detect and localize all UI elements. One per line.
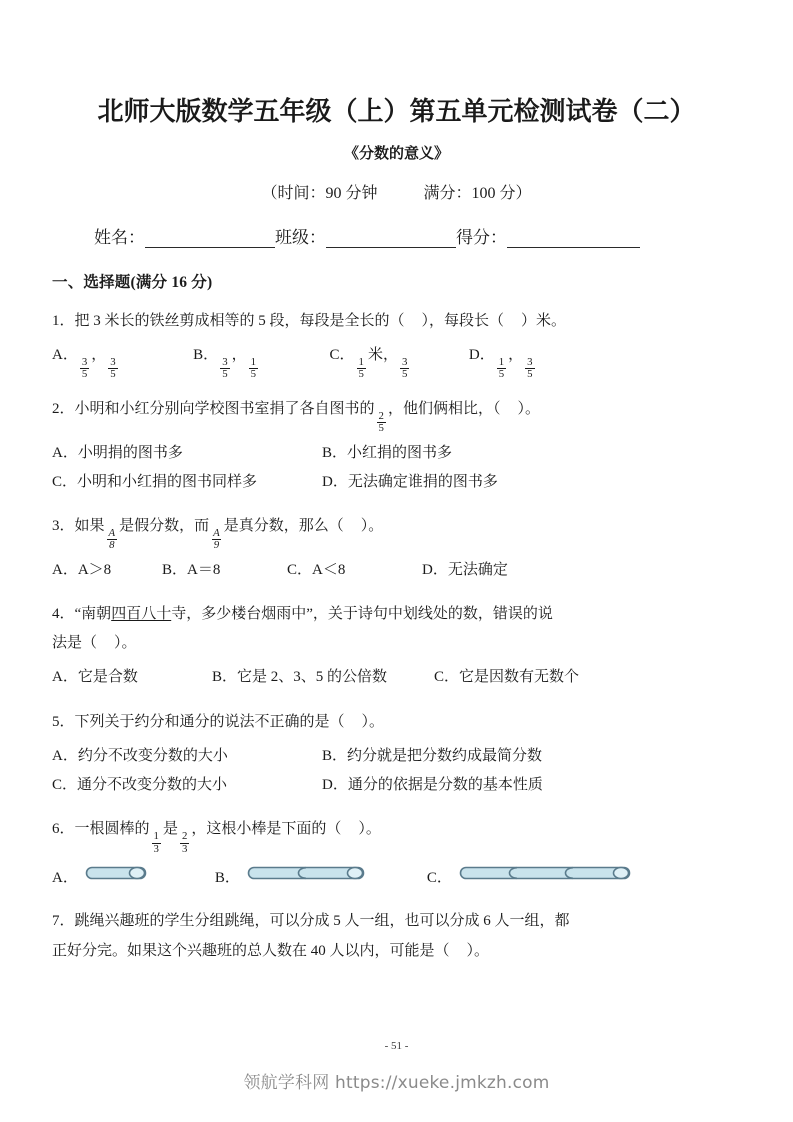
question-6-options bbox=[52, 854, 741, 893]
question-3-option-c[interactable]: C．A＜8 bbox=[287, 561, 346, 578]
fraction: $\frac{3}{5}$ bbox=[222, 356, 228, 381]
question-1 bbox=[52, 292, 741, 380]
fraction: $\frac{3}{5}$ bbox=[527, 356, 533, 381]
page-number: - 51 - bbox=[384, 1040, 409, 1052]
question-5-options bbox=[52, 737, 741, 801]
question-4-stem-line2: 法是（ ）。 bbox=[52, 635, 137, 652]
question-1-option-b[interactable]: B． $\frac{3}{5}$ ， $\frac{1}{5}$ bbox=[193, 347, 257, 381]
question-4-number: 4． bbox=[52, 605, 75, 622]
score-input-blank[interactable] bbox=[507, 232, 640, 248]
class-input-blank[interactable] bbox=[326, 232, 456, 248]
question-1-options bbox=[52, 336, 741, 380]
question-1-stem-part-b: ），每段长（ bbox=[421, 313, 505, 330]
question-4-options bbox=[52, 658, 741, 692]
question-4-option-b[interactable]: B．它是 2、3、5 的公倍数 bbox=[212, 669, 388, 686]
question-5 bbox=[52, 693, 741, 801]
question-1-option-d[interactable]: D． $\frac{1}{5}$ ， $\frac{3}{5}$ bbox=[468, 347, 533, 381]
question-2-option-a[interactable]: A．小明捐的图书多 bbox=[52, 444, 183, 461]
question-3-number: 3． bbox=[52, 518, 75, 535]
question-4-option-c[interactable]: C．它是因数有无数个 bbox=[434, 669, 580, 686]
question-7-number: 7． bbox=[52, 913, 75, 930]
question-3-options bbox=[52, 551, 741, 585]
rod-diagram-2-segments bbox=[247, 864, 365, 893]
question-4 bbox=[52, 585, 741, 693]
question-1-number: 1． bbox=[52, 313, 75, 330]
fraction: $\frac{1}{5}$ bbox=[358, 356, 364, 381]
fraction: $\frac{1}{3}$ bbox=[153, 830, 159, 855]
question-1-stem bbox=[52, 307, 741, 336]
exam-meta bbox=[52, 164, 741, 205]
question-4-option-a[interactable]: A．它是合数 bbox=[52, 669, 138, 686]
question-5-number: 5． bbox=[52, 713, 75, 730]
class-label: 班级： bbox=[275, 227, 326, 247]
question-6-option-b[interactable]: B． bbox=[215, 864, 365, 893]
name-label: 姓名： bbox=[94, 227, 145, 247]
fraction: $\frac{3}{5}$ bbox=[110, 356, 116, 381]
fraction: $\frac{A}{8}$ bbox=[108, 526, 116, 552]
question-3-option-b[interactable]: B．A＝8 bbox=[162, 561, 221, 578]
page-subtitle: 《分数的意义》 bbox=[343, 145, 449, 162]
question-6-stem: 6．一根圆棒的 $\frac{1}{3}$ 是 $\frac{2}{3}$ ，这根小棒是下面的（ ）。 bbox=[52, 821, 381, 855]
question-6-number: 6． bbox=[52, 821, 75, 838]
question-5-option-b[interactable]: B．约分就是把分数约成最简分数 bbox=[322, 747, 543, 764]
exam-total-score: 满分：100 分） bbox=[423, 185, 532, 202]
question-3-option-a[interactable]: A．A＞8 bbox=[52, 561, 112, 578]
rod-diagram-1-segment bbox=[85, 864, 147, 893]
section-heading-choice: 一、选择题(满分 16 分) bbox=[52, 274, 213, 292]
question-2-option-b[interactable]: B．小红捐的图书多 bbox=[322, 444, 453, 461]
question-2 bbox=[52, 380, 741, 497]
question-2-options bbox=[52, 434, 741, 498]
question-1-option-c[interactable]: C． $\frac{1}{5}$ 米， $\frac{3}{5}$ bbox=[329, 347, 408, 381]
score-label: 得分： bbox=[456, 227, 507, 247]
question-5-option-a[interactable]: A．约分不改变分数的大小 bbox=[52, 747, 228, 764]
student-info-row bbox=[52, 205, 741, 248]
fraction: $\frac{3}{5}$ bbox=[81, 356, 88, 381]
question-2-option-d[interactable]: D．无法确定谁捐的图书多 bbox=[322, 473, 498, 490]
question-3-stem: 3．如果 $\frac{A}{8}$ 是假分数，而 $\frac{A}{9}$ 是真分数，那么（ ）。 bbox=[52, 518, 384, 552]
name-input-blank[interactable] bbox=[145, 232, 275, 248]
fraction: $\frac{1}{5}$ bbox=[250, 356, 257, 381]
rod-diagram-3-segments bbox=[459, 864, 631, 893]
question-1-option-a[interactable]: A． $\frac{3}{5}$ ， $\frac{3}{5}$ bbox=[52, 347, 116, 381]
fraction: $\frac{2}{3}$ bbox=[181, 830, 188, 855]
question-7-stem: 7．跳绳兴趣班的学生分组跳绳，可以分成 5 人一组，也可以分成 6 人一组，都 bbox=[52, 913, 570, 930]
fraction: $\frac{3}{5}$ bbox=[401, 356, 408, 381]
question-6-option-a[interactable]: A． bbox=[52, 864, 147, 893]
question-7-stem-line2: 正好分完。如果这个兴趣班的总人数在 40 人以内，可能是（ ）。 bbox=[52, 942, 490, 959]
question-2-stem: 2．小明和小红分别向学校图书室捐了各自图书的 $\frac{2}{5}$ ，他们俩相比，（ ）。 bbox=[52, 400, 540, 435]
page-title: 北师大版数学五年级（上）第五单元检测试卷（二） bbox=[97, 97, 696, 126]
question-5-stem: 5．下列关于约分和通分的说法不正确的是（ ）。 bbox=[52, 713, 385, 730]
exam-time: （时间：90 分钟 bbox=[261, 185, 378, 202]
question-2-option-c[interactable]: C．小明和小红捐的图书同样多 bbox=[52, 473, 258, 490]
question-4-stem: 4．“南朝四百八十寺，多少楼台烟雨中”，关于诗句中划线处的数，错误的说 bbox=[52, 605, 553, 622]
fraction: $\frac{1}{5}$ bbox=[498, 356, 505, 381]
question-3-option-d[interactable]: D．无法确定 bbox=[422, 561, 508, 578]
fraction: $\frac{A}{9}$ bbox=[213, 526, 220, 552]
question-5-option-c[interactable]: C．通分不改变分数的大小 bbox=[52, 777, 228, 794]
question-5-option-d[interactable]: D．通分的依据是分数的基本性质 bbox=[322, 777, 543, 794]
question-6 bbox=[52, 800, 741, 892]
question-6-option-c[interactable]: C． bbox=[427, 864, 631, 893]
site-watermark: 领航学科网 https://xueke.jmkzh.com bbox=[243, 1073, 550, 1093]
question-1-stem-part-c: ）米。 bbox=[521, 313, 567, 330]
question-3 bbox=[52, 497, 741, 585]
question-4-underlined-number: 四百八十 bbox=[111, 605, 172, 622]
question-7 bbox=[52, 892, 741, 966]
question-2-number: 2． bbox=[52, 400, 75, 417]
question-1-stem-part-a: 把 3 米长的铁丝剪成相等的 5 段，每段是全长的（ bbox=[74, 313, 405, 330]
fraction: $\frac{2}{5}$ bbox=[378, 409, 384, 435]
